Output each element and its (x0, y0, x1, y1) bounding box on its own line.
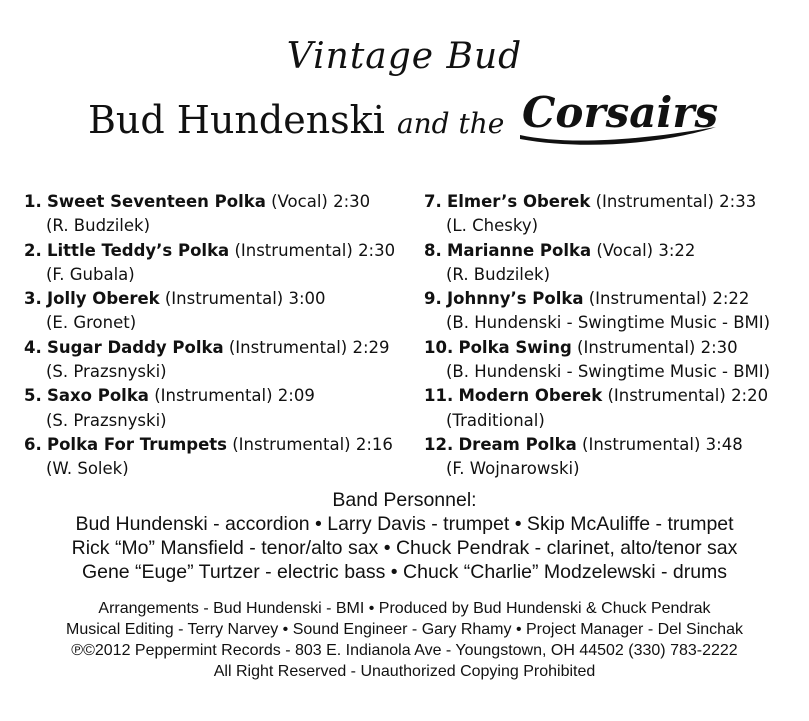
track-type: (Vocal) (596, 240, 654, 260)
track-type: (Instrumental) (228, 337, 348, 357)
track-title: Johnny’s Polka (447, 289, 584, 309)
track-number: 12. (424, 434, 454, 454)
track-duration: 2:29 (352, 337, 390, 357)
track-type: (Vocal) (271, 192, 328, 211)
track-credit: (B. Hundenski - Swingtime Music - BMI) (446, 362, 771, 382)
track-number: 8. (424, 240, 442, 260)
track-list-left (24, 190, 395, 482)
list-item (24, 287, 395, 336)
footer-line: Musical Editing - Terry Narvey • Sound Engineer - Gary Rhamy • Project Manager - Del Sinchak (66, 621, 743, 638)
track-number: 6. (24, 434, 42, 454)
track-credit: (R. Budzilek) (446, 264, 551, 284)
track-credit: (F. Wojnarowski) (446, 459, 580, 479)
footer-line: ℗©2012 Peppermint Records - 803 E. Indianola Ave - Youngstown, OH 44502 (330) 783-2222 (71, 642, 738, 659)
personnel-heading: Band Personnel: (332, 489, 477, 511)
track-list-right (424, 190, 770, 482)
track-title: Dream Polka (458, 434, 577, 454)
artist-connector: and the (396, 107, 505, 140)
list-item (424, 190, 770, 239)
track-type: (Instrumental) (588, 289, 708, 309)
artist-line (88, 98, 504, 142)
list-item (24, 239, 395, 288)
track-number: 10. (424, 337, 454, 357)
footer-line: Arrangements - Bud Hundenski - BMI • Produced by Bud Hundenski & Chuck Pendrak (98, 600, 711, 617)
list-item (24, 433, 395, 482)
list-item (424, 384, 770, 433)
track-title: Marianne Polka (447, 240, 592, 260)
artist-name: Bud Hundenski (88, 98, 385, 142)
personnel-line: Rick “Mo” Mansfield - tenor/alto sax • Chuck Pendrak - clarinet, alto/tenor sax (71, 537, 738, 559)
track-duration: 2:30 (700, 337, 738, 357)
corsairs-logo-text: Corsairs (522, 88, 719, 137)
track-credit: (S. Prazsnyski) (46, 362, 167, 382)
track-duration: 2:16 (355, 434, 393, 454)
track-duration: 2:20 (731, 386, 769, 406)
track-title: Jolly Oberek (47, 289, 160, 309)
track-credit: (B. Hundenski - Swingtime Music - BMI) (446, 313, 771, 333)
track-duration: 3:00 (288, 289, 326, 309)
track-duration: 2:33 (719, 192, 757, 211)
track-type: (Instrumental) (607, 386, 726, 406)
track-number: 2. (24, 240, 42, 260)
track-title: Elmer’s Oberek (447, 192, 591, 211)
track-number: 3. (24, 289, 42, 309)
footer-line: All Right Reserved - Unauthorized Copying Prohibited (213, 663, 596, 680)
track-title: Modern Oberek (458, 386, 603, 406)
track-duration: 2:30 (333, 192, 371, 211)
track-type: (Instrumental) (154, 386, 273, 406)
track-title: Polka Swing (458, 337, 572, 357)
track-credit: (W. Solek) (46, 459, 129, 479)
track-duration: 2:30 (358, 240, 396, 260)
track-title: Little Teddy’s Polka (47, 240, 230, 260)
track-credit: (R. Budzilek) (46, 216, 151, 236)
track-number: 1. (24, 192, 42, 211)
corsairs-logo (516, 85, 721, 147)
track-credit: (Traditional) (446, 410, 545, 430)
list-item (424, 287, 770, 336)
track-title: Sugar Daddy Polka (47, 337, 224, 357)
track-number: 11. (424, 386, 454, 406)
track-number: 7. (424, 192, 442, 211)
track-title: Sweet Seventeen Polka (47, 192, 266, 211)
track-duration: 3:22 (658, 240, 696, 260)
track-duration: 3:48 (705, 434, 743, 454)
track-duration: 2:22 (712, 289, 750, 309)
track-credit: (S. Prazsnyski) (46, 410, 167, 430)
track-duration: 2:09 (277, 386, 315, 406)
track-title: Saxo Polka (47, 386, 149, 406)
track-type: (Instrumental) (232, 434, 351, 454)
track-number: 9. (424, 289, 442, 309)
track-type: (Instrumental) (577, 337, 696, 357)
track-credit: (L. Chesky) (446, 216, 539, 236)
track-type: (Instrumental) (595, 192, 714, 211)
track-number: 5. (24, 386, 42, 406)
album-title: Vintage Bud (286, 36, 523, 77)
list-item (24, 190, 395, 239)
track-type: (Instrumental) (234, 240, 353, 260)
list-item (424, 239, 770, 288)
track-number: 4. (24, 337, 42, 357)
personnel-line: Gene “Euge” Turtzer - electric bass • Chuck “Charlie” Modzelewski - drums (81, 561, 728, 583)
track-type: (Instrumental) (582, 434, 701, 454)
list-item (424, 336, 770, 385)
list-item (24, 336, 395, 385)
personnel-line: Bud Hundenski - accordion • Larry Davis - trumpet • Skip McAuliffe - trumpet (75, 513, 734, 535)
list-item (24, 384, 395, 433)
track-credit: (E. Gronet) (46, 313, 137, 333)
track-type: (Instrumental) (164, 289, 284, 309)
track-credit: (F. Gubala) (46, 264, 135, 284)
credits-footer (0, 598, 809, 682)
list-item (424, 433, 770, 482)
band-personnel (0, 488, 809, 584)
track-title: Polka For Trumpets (47, 434, 227, 454)
